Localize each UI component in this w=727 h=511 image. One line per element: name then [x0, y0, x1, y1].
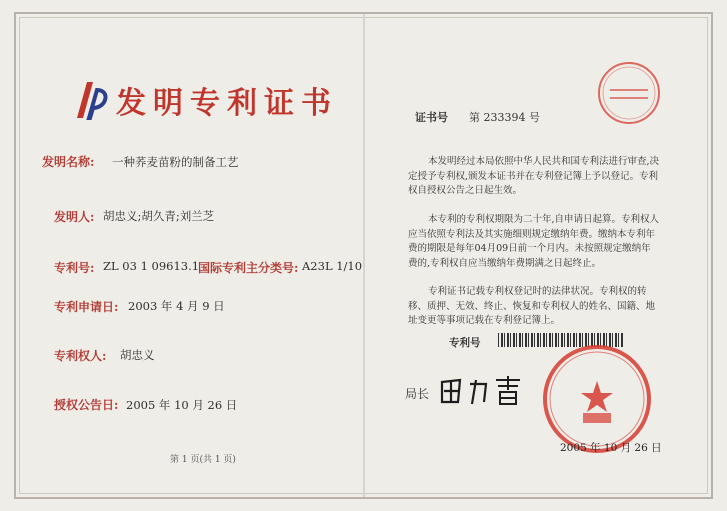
- patent-number-value: ZL 03 1 09613.1: [103, 259, 200, 273]
- term-paragraph: 本专利的专利权期限为二十年,自申请日起算。专利权人应当依照专利法及其实施细则规定缴纳年费。缴纳本专利年费的期限是每年04月09日前一个月内。未按照规定缴纳年费的,专利权自应当缴纳年费期满之日起终止。: [408, 214, 660, 269]
- record-paragraph: 专利证书记载专利权登记时的法律状况。专利权的转移、质押、无效、终止、恢复和专利权人的姓名、国籍、地址变更等事项记载在专利登记簿上。: [408, 286, 656, 326]
- page-fold: [363, 14, 365, 497]
- announcement-date-value: 2005 年 10 月 26 日: [126, 398, 238, 412]
- ipc-value: A23L 1/10: [302, 259, 363, 273]
- patent-number-label-right: 专利号: [449, 337, 481, 349]
- filing-date-value: 2003 年 4 月 9 日: [128, 299, 225, 313]
- filing-date-label: 专利申请日:: [54, 300, 119, 314]
- inventors-label: 发明人:: [54, 210, 95, 224]
- director-label: 局长: [405, 387, 430, 401]
- page-indicator: 第 1 页(共 1 页): [170, 455, 236, 465]
- invention-name-value: 一种荞麦苗粉的制备工艺: [112, 155, 239, 169]
- patent-number-label: 专利号:: [54, 261, 95, 275]
- agency-seal: [596, 60, 662, 126]
- certificate-number-value: 第 233394 号: [469, 111, 540, 124]
- inventors-value: 胡忠义;胡久青;刘兰芝: [103, 209, 215, 223]
- patentee-label: 专利权人:: [54, 349, 107, 363]
- invention-name-label: 发明名称:: [42, 155, 95, 169]
- announcement-date-label: 授权公告日:: [54, 398, 119, 412]
- certificate-number-label: 证书号: [415, 111, 448, 124]
- signing-date: 2005 年 10 月 26 日: [560, 442, 662, 454]
- ipc-label: 国际专利主分类号:: [198, 261, 299, 275]
- national-ip-office-seal: [541, 343, 653, 455]
- patentee-value: 胡忠义: [120, 348, 155, 362]
- certificate-title: 发明专利证书: [116, 86, 338, 121]
- director-signature: [436, 374, 526, 408]
- patent-office-logo: [73, 78, 111, 122]
- grant-paragraph: 本发明经过本局依照中华人民共和国专利法进行审查,决定授予专利权,颁发本证书并在专利登记簿上予以登记。专利权自授权公告之日起生效。: [408, 156, 660, 196]
